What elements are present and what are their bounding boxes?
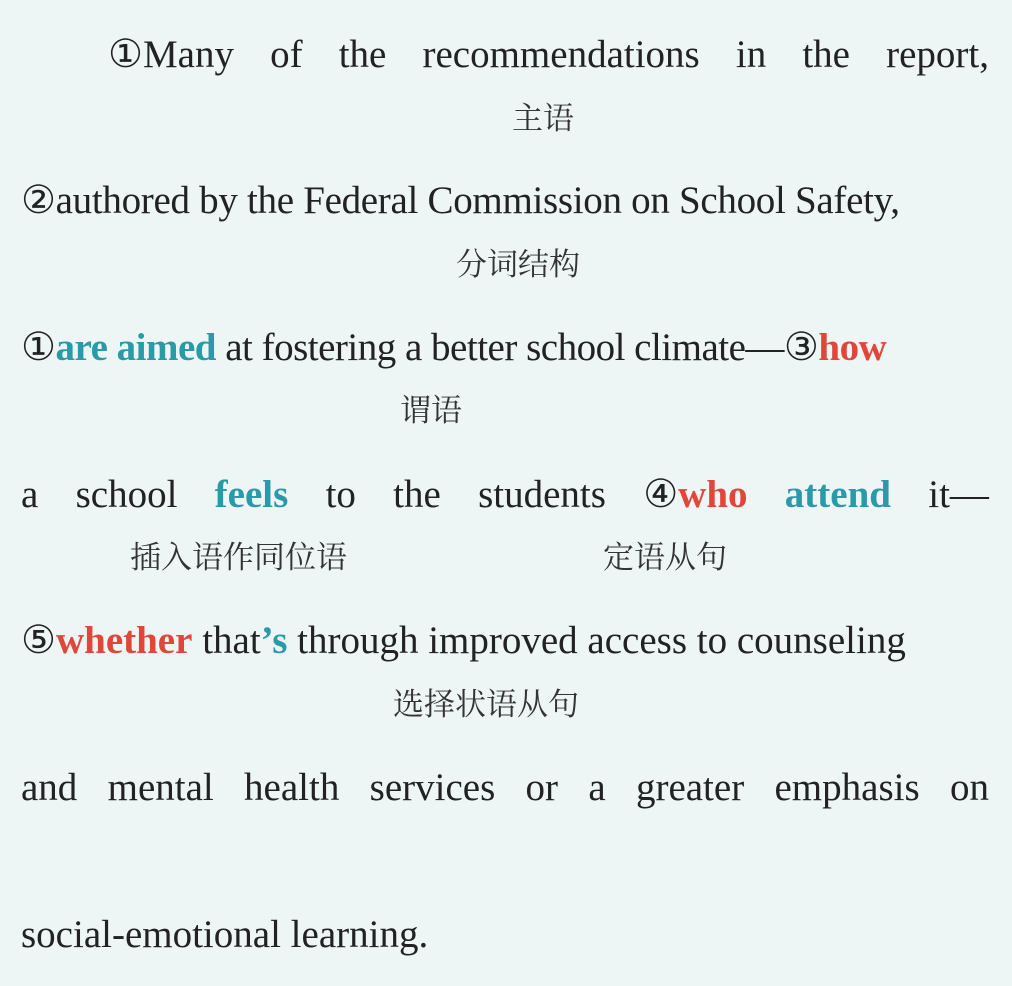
sentence-line-5 [21, 618, 989, 664]
clause-number: ① [21, 326, 56, 369]
word: recommendations [422, 33, 700, 76]
word: to [325, 473, 356, 516]
annotation-parenthetical: 插入语作同位语 [130, 540, 347, 576]
relative-pronoun-highlight: who [678, 473, 748, 516]
word: on [949, 766, 989, 809]
word: mental [107, 766, 214, 809]
word: ①Many [108, 33, 234, 76]
sentence-line-7: social-emotional learning. [21, 913, 429, 956]
annotation-predicate: 谓语 [400, 393, 462, 429]
sentence-line-3 [21, 325, 989, 371]
clause-number: ④ [643, 473, 679, 516]
word: in [735, 33, 767, 76]
sentence-text: at fostering a better school climate—③ [215, 326, 819, 369]
word: school [75, 473, 178, 516]
verb-highlight: attend [784, 473, 891, 516]
word: emphasis [774, 766, 920, 809]
annotation-subject: 主语 [512, 101, 574, 137]
clause-number: ⑤ [21, 619, 56, 662]
word: greater [635, 766, 745, 809]
sentence-line-1 [108, 32, 989, 78]
verb-highlight: ’s [260, 619, 288, 662]
word: it— [928, 473, 989, 516]
sentence-text: through improved access to counseling [287, 619, 906, 662]
word: the [393, 473, 441, 516]
word: a [588, 766, 606, 809]
verb-highlight: feels [214, 473, 289, 516]
annotation-adverbial: 选择状语从句 [393, 687, 579, 723]
word: and [21, 766, 78, 809]
predicate-highlight: are aimed [55, 326, 216, 369]
word: of [270, 33, 303, 76]
annotation-attributive: 定语从句 [603, 540, 727, 576]
word: or [525, 766, 559, 809]
word: students [478, 473, 606, 516]
word: services [369, 766, 496, 809]
conjunction-highlight: how [818, 326, 887, 369]
word: the [338, 33, 387, 76]
sentence-line-2: ②authored by the Federal Commission on School Safety, [21, 179, 900, 222]
word: a [21, 473, 39, 516]
word: report, [886, 33, 989, 76]
sentence-text: that [192, 619, 261, 662]
sentence-line-4 [21, 472, 989, 518]
annotation-participle: 分词结构 [456, 247, 580, 283]
word: the [802, 33, 850, 76]
word: health [244, 766, 340, 809]
word-group [643, 472, 747, 518]
sentence-line-6 [21, 765, 989, 811]
conjunction-highlight: whether [55, 619, 193, 662]
